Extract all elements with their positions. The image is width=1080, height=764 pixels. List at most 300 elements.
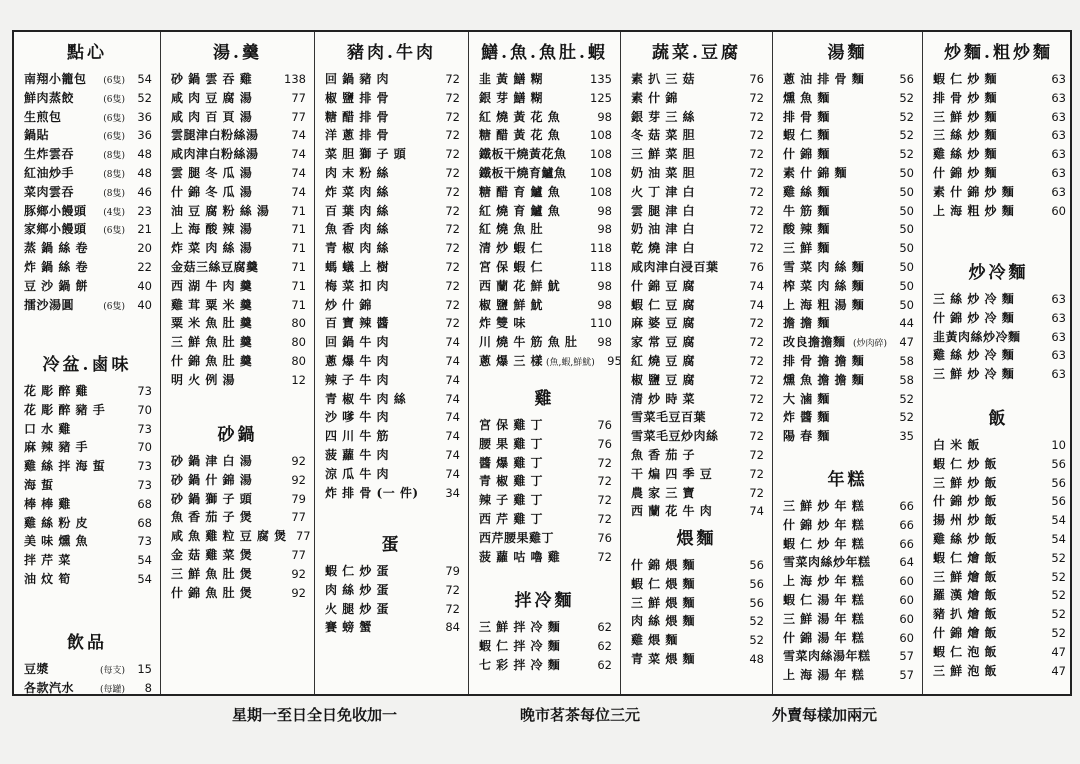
item-name: 青 椒 肉 絲 [325, 241, 390, 256]
item-name: 川 燒 牛 筋 魚 肚 [479, 335, 578, 350]
item-price: 71 [291, 203, 306, 218]
item-price: 47 [899, 335, 914, 350]
item-name: 回 鍋 豬 肉 [325, 72, 390, 86]
item-name: 改良擔擔麵 [783, 335, 846, 350]
item-price: 70 [137, 440, 152, 455]
menu-item [161, 183, 314, 202]
item-name: 咸肉津白粉絲湯 [171, 147, 259, 162]
menu-section [14, 632, 160, 698]
menu-item [621, 427, 772, 446]
menu-item [14, 476, 160, 495]
menu-item [315, 258, 468, 277]
menu-item [923, 624, 1074, 643]
menu-item [469, 296, 620, 315]
menu-item [773, 629, 922, 648]
item-price: 72 [445, 297, 460, 312]
menu-section [315, 42, 468, 502]
item-name: 麻 婆 豆 腐 [631, 316, 696, 331]
item-name: 七 彩 拌 冷 麵 [479, 657, 561, 672]
menu-item [773, 427, 922, 446]
item-price: 54 [137, 72, 152, 86]
menu-item [773, 497, 922, 516]
item-name: 糖 醋 育 鱸 魚 [479, 184, 561, 199]
item-name: 螞 蟻 上 樹 [325, 259, 390, 274]
menu-section [621, 528, 772, 669]
item-name: 素 什 錦 麵 [783, 165, 848, 180]
item-name: 豬 扒 燴 飯 [933, 607, 998, 622]
menu-item [315, 600, 468, 619]
menu-item [315, 220, 468, 239]
item-name: 什 錦 魚 肚 煲 [171, 585, 253, 600]
menu-item [923, 328, 1074, 347]
item-price: 72 [445, 601, 460, 616]
item-price: 63 [1051, 128, 1066, 143]
item-name: 什 錦 冬 瓜 湯 [171, 184, 253, 199]
item-name: 蝦 仁 炒 蛋 [325, 564, 390, 578]
section-title: 炒麵.粗炒麵 [944, 43, 1053, 63]
item-price: 74 [749, 297, 764, 312]
item-price: 52 [1051, 569, 1066, 584]
item-name: 雞 絲 粉 皮 [24, 515, 89, 530]
item-name: 醬 爆 雞 丁 [479, 455, 544, 470]
item-name: 擔 擔 麵 [783, 316, 830, 331]
menu-item [315, 89, 468, 108]
menu-item [923, 145, 1074, 164]
item-unit: (8隻) [103, 188, 125, 199]
menu-item [469, 656, 620, 675]
menu-item [161, 508, 314, 527]
item-name: 炸 雙 味 [479, 316, 526, 331]
menu-item [469, 491, 620, 510]
menu-item [14, 570, 160, 589]
section-title: 煨麵 [676, 529, 717, 549]
item-name: 三 鮮 炒 年 糕 [783, 499, 865, 513]
menu-item [161, 145, 314, 164]
item-name: 魚 香 茄 子 [631, 447, 696, 462]
item-name: 雞 茸 粟 米 羹 [171, 297, 253, 312]
item-price: 72 [749, 184, 764, 199]
section-title: 湯.羹 [213, 43, 262, 63]
item-price: 72 [749, 372, 764, 387]
menu-item [773, 516, 922, 535]
item-price: 58 [899, 372, 914, 387]
menu-item [621, 556, 772, 575]
menu-item [14, 495, 160, 514]
item-price: 47 [1051, 663, 1066, 678]
item-name: 火 腿 炒 蛋 [325, 601, 390, 616]
menu-item [315, 562, 468, 581]
menu-item [469, 333, 620, 352]
menu-item [14, 660, 160, 679]
menu-item [315, 465, 468, 484]
item-price: 52 [899, 90, 914, 105]
menu-item [161, 296, 314, 315]
menu-item [773, 591, 922, 610]
menu-item [773, 258, 922, 277]
item-name: 油 豆 腐 粉 絲 湯 [171, 203, 270, 218]
item-name: 炸 鍋 絲 卷 [24, 259, 89, 274]
item-price: 63 [1051, 90, 1066, 105]
item-price: 52 [137, 90, 152, 105]
menu-section [923, 42, 1074, 220]
item-name: 金 菇 雞 菜 煲 [171, 547, 253, 562]
menu-item [773, 647, 922, 666]
menu-item [14, 89, 160, 108]
item-name: 三 鮮 魚 肚 煲 [171, 566, 253, 581]
menu-item [621, 164, 772, 183]
item-name: 紅 燒 魚 肚 [479, 222, 544, 237]
item-name: 三 鮮 菜 胆 [631, 147, 696, 162]
item-price: 62 [597, 620, 612, 634]
item-name: 咸肉津白浸百葉 [631, 259, 719, 274]
item-name: 蒸 鍋 絲 卷 [24, 241, 89, 256]
item-name: 各款汽水 [24, 680, 75, 695]
menu-item [315, 126, 468, 145]
menu-item [14, 438, 160, 457]
menu-item [773, 408, 922, 427]
item-name: 什 錦 炒 冷 麵 [933, 310, 1015, 325]
item-price: 72 [749, 241, 764, 256]
menu-item [14, 679, 160, 698]
item-name: 油 炆 筍 [24, 571, 71, 586]
item-name: 魚 香 肉 絲 [325, 222, 390, 237]
item-price: 21 [137, 222, 152, 237]
section-title: 湯麵 [827, 43, 868, 63]
item-name: 上 海 粗 炒 麵 [933, 203, 1015, 218]
item-price: 138 [284, 72, 306, 86]
menu-item [469, 126, 620, 145]
menu-item [923, 108, 1074, 127]
item-price: 47 [1051, 644, 1066, 659]
menu-item [923, 643, 1074, 662]
section-title: 年糕 [827, 470, 868, 490]
item-price: 118 [590, 259, 612, 274]
item-name: 三 鮮 煨 麵 [631, 595, 696, 610]
item-name: 椒 鹽 鮮 魷 [479, 297, 544, 312]
item-price: 74 [445, 466, 460, 481]
item-name: 雞 絲 炒 飯 [933, 531, 998, 546]
menu-section [469, 590, 620, 674]
item-price: 95 [607, 353, 622, 368]
item-price: 40 [137, 278, 152, 293]
item-price: 79 [291, 491, 306, 506]
item-price: 108 [590, 147, 612, 162]
menu-item [773, 314, 922, 333]
item-price: 80 [291, 316, 306, 331]
menu-item [469, 435, 620, 454]
menu-item [773, 145, 922, 164]
menu-item [621, 612, 772, 631]
menu-section [14, 42, 160, 314]
menu-item [469, 314, 620, 333]
menu-item [621, 89, 772, 108]
menu-item [621, 390, 772, 409]
menu-item [621, 108, 772, 127]
menu-sheet [12, 30, 1072, 696]
item-name: 蝦 仁 拌 冷 麵 [479, 638, 561, 653]
menu-item [469, 220, 620, 239]
item-name: 菠 蘿 咕 嚕 雞 [479, 549, 561, 564]
item-name: 鍋貼 [24, 128, 50, 143]
item-price: 72 [749, 335, 764, 350]
item-price: 71 [291, 278, 306, 293]
menu-item [315, 314, 468, 333]
menu-column [772, 32, 922, 694]
item-name: 粟 米 魚 肚 羹 [171, 316, 253, 331]
item-price: 66 [899, 536, 914, 551]
menu-item [469, 239, 620, 258]
item-price: 72 [445, 203, 460, 218]
item-price: 54 [137, 571, 152, 586]
section-title: 豬肉.牛肉 [347, 43, 436, 63]
item-price: 52 [899, 109, 914, 124]
item-price: 48 [137, 147, 152, 162]
footer-note-takeaway: 外賣每樣加兩元 [772, 706, 878, 724]
item-price: 64 [899, 555, 914, 570]
menu-section [773, 469, 922, 685]
item-name: 豚鄉小饅頭 [24, 203, 87, 218]
item-price: 60 [1051, 203, 1066, 218]
item-unit: (每支) [99, 666, 125, 676]
item-name: 肉 絲 炒 蛋 [325, 582, 390, 597]
menu-item [161, 220, 314, 239]
item-name: 百 寶 辣 醬 [325, 316, 390, 331]
item-name: 排 骨 擔 擔 麵 [783, 353, 865, 368]
menu-item [14, 296, 160, 315]
menu-item [315, 296, 468, 315]
item-name: 三 鮮 麵 [783, 241, 830, 256]
menu-item [923, 605, 1074, 624]
item-name: 咸 肉 百 頁 湯 [171, 109, 253, 124]
item-price: 56 [749, 558, 764, 572]
menu-item [923, 126, 1074, 145]
item-price: 50 [899, 297, 914, 312]
item-name: 糖 醋 排 骨 [325, 109, 390, 124]
menu-item [14, 183, 160, 202]
item-price: 72 [749, 447, 764, 462]
menu-item [773, 333, 922, 352]
item-name: 口 水 雞 [24, 421, 71, 436]
menu-item [621, 408, 772, 427]
item-name: 沙 嗲 牛 肉 [325, 410, 390, 425]
item-name: 奶 油 津 白 [631, 222, 696, 237]
menu-item [14, 202, 160, 221]
menu-item [161, 565, 314, 584]
menu-item [469, 548, 620, 567]
item-name: 燻 魚 擔 擔 麵 [783, 372, 865, 387]
item-price: 79 [445, 564, 460, 578]
menu-column [14, 32, 160, 694]
menu-item [161, 108, 314, 127]
item-price: 52 [749, 633, 764, 648]
item-name: 素 扒 三 菇 [631, 72, 696, 86]
item-name: 賽 螃 蟹 [325, 620, 372, 635]
menu-item [14, 532, 160, 551]
item-unit: (魚,蝦,鮮魷) [546, 357, 595, 368]
item-price: 72 [597, 511, 612, 526]
item-name: 銀 芽 鱔 糊 [479, 90, 544, 105]
item-name: 上 海 湯 年 糕 [783, 668, 865, 683]
menu-item [621, 183, 772, 202]
item-name: 上 海 酸 辣 湯 [171, 222, 253, 237]
menu-item [469, 416, 620, 435]
menu-item [773, 371, 922, 390]
menu-item [621, 575, 772, 594]
item-name: 上 海 粗 湯 麵 [783, 297, 865, 312]
menu-item [469, 529, 620, 548]
item-name: 雲 腿 冬 瓜 湯 [171, 165, 253, 180]
item-price: 72 [749, 128, 764, 143]
item-price: 76 [597, 530, 612, 545]
item-price: 72 [597, 493, 612, 508]
item-price: 63 [1051, 292, 1066, 306]
item-name: 咸 魚 雞 粒 豆 腐 煲 [171, 529, 287, 544]
item-price: 52 [1051, 625, 1066, 640]
item-name: 菜肉雲吞 [24, 184, 75, 199]
menu-item [923, 70, 1074, 89]
menu-item [161, 471, 314, 490]
item-price: 70 [137, 402, 152, 417]
item-price: 63 [1051, 184, 1066, 199]
item-price: 56 [1051, 475, 1066, 490]
item-price: 72 [749, 410, 764, 425]
menu-item [14, 277, 160, 296]
section-title: 蔬菜.豆腐 [652, 43, 741, 63]
footer [0, 704, 1080, 728]
menu-item [14, 239, 160, 258]
item-price: 73 [137, 477, 152, 492]
item-price: 98 [597, 222, 612, 237]
menu-item [161, 352, 314, 371]
menu-item [923, 365, 1074, 384]
item-name: 鮮肉蒸餃 [24, 90, 75, 105]
item-price: 62 [597, 638, 612, 653]
item-price: 92 [291, 566, 306, 581]
item-price: 23 [137, 203, 152, 218]
item-price: 72 [749, 485, 764, 500]
item-price: 72 [749, 90, 764, 105]
item-name: 肉 絲 煨 麵 [631, 614, 696, 629]
item-name: 雞 絲 炒 冷 麵 [933, 348, 1015, 363]
item-name: 梅 菜 扣 肉 [325, 278, 390, 293]
menu-item [773, 164, 922, 183]
item-price: 72 [445, 222, 460, 237]
item-price: 72 [445, 241, 460, 256]
item-price: 72 [445, 259, 460, 274]
menu-item [14, 514, 160, 533]
item-price: 50 [899, 184, 914, 199]
section-title: 點心 [67, 43, 107, 63]
menu-item [14, 145, 160, 164]
menu-item [773, 89, 922, 108]
item-unit: (6隻) [103, 76, 125, 86]
menu-item [773, 126, 922, 145]
menu-item [469, 108, 620, 127]
menu-item [161, 277, 314, 296]
item-name: 肉 末 粉 絲 [325, 165, 390, 180]
item-price: 72 [749, 429, 764, 444]
menu-item [923, 309, 1074, 328]
menu-column [468, 32, 620, 694]
menu-item [161, 164, 314, 183]
item-name: 蝦 仁 泡 飯 [933, 644, 998, 659]
item-name: 什 錦 魚 肚 羹 [171, 353, 253, 368]
item-price: 74 [445, 353, 460, 368]
item-name: 冬 菇 菜 胆 [631, 128, 696, 143]
item-name: 牛 筋 麵 [783, 203, 830, 218]
item-name: 三 鮮 炒 麵 [933, 109, 998, 124]
menu-item [469, 454, 620, 473]
item-name: 南翔小籠包 [24, 72, 87, 86]
item-price: 73 [137, 534, 152, 549]
menu-item [315, 145, 468, 164]
menu-item [14, 457, 160, 476]
menu-item [315, 446, 468, 465]
item-name: 雞 絲 炒 麵 [933, 147, 998, 162]
item-price: 72 [445, 582, 460, 597]
menu-item [621, 220, 772, 239]
item-price: 74 [445, 429, 460, 444]
item-name: 魚 香 茄 子 煲 [171, 510, 253, 525]
item-name: 奶 油 菜 胆 [631, 165, 696, 180]
item-name: 三 鮮 炒 冷 麵 [933, 367, 1015, 382]
menu-item [161, 202, 314, 221]
menu-item [315, 108, 468, 127]
menu-column [620, 32, 772, 694]
item-price: 77 [291, 90, 306, 105]
item-price: 72 [445, 72, 460, 86]
menu-item [161, 258, 314, 277]
menu-item [923, 492, 1074, 511]
item-name: 椒 鹽 豆 腐 [631, 372, 696, 387]
item-name: 三 絲 炒 麵 [933, 128, 998, 143]
item-price: 72 [749, 165, 764, 180]
menu-item [923, 586, 1074, 605]
item-price: 50 [899, 222, 914, 237]
menu-item [773, 610, 922, 629]
menu-item [773, 183, 922, 202]
item-name: 紅 燒 黃 花 魚 [479, 109, 561, 124]
menu-item [773, 572, 922, 591]
menu-item [621, 465, 772, 484]
item-price: 77 [295, 529, 311, 544]
item-name: 棒 棒 雞 [24, 496, 71, 511]
item-name: 海 蜇 [24, 477, 54, 492]
item-price: 60 [899, 592, 914, 607]
menu-item [923, 511, 1074, 530]
section-title: 雞 [534, 389, 555, 409]
item-price: 92 [291, 585, 306, 600]
item-price: 20 [137, 241, 152, 256]
menu-item [315, 408, 468, 427]
item-name: 什 錦 炒 飯 [933, 494, 998, 509]
menu-item [315, 484, 468, 503]
item-price: 52 [899, 410, 914, 425]
menu-item [923, 549, 1074, 568]
item-name: 美 味 燻 魚 [24, 534, 89, 549]
menu-item [315, 581, 468, 600]
menu-item [315, 70, 468, 89]
menu-item [621, 650, 772, 669]
menu-item [161, 546, 314, 565]
item-price: 63 [1051, 367, 1066, 382]
menu-item [923, 202, 1074, 221]
item-price: 74 [445, 447, 460, 462]
section-title: 鱔.魚.魚肚.蝦 [481, 43, 608, 63]
item-unit: (6隻) [103, 226, 125, 237]
menu-column [922, 32, 1074, 694]
item-price: 10 [1051, 438, 1066, 452]
